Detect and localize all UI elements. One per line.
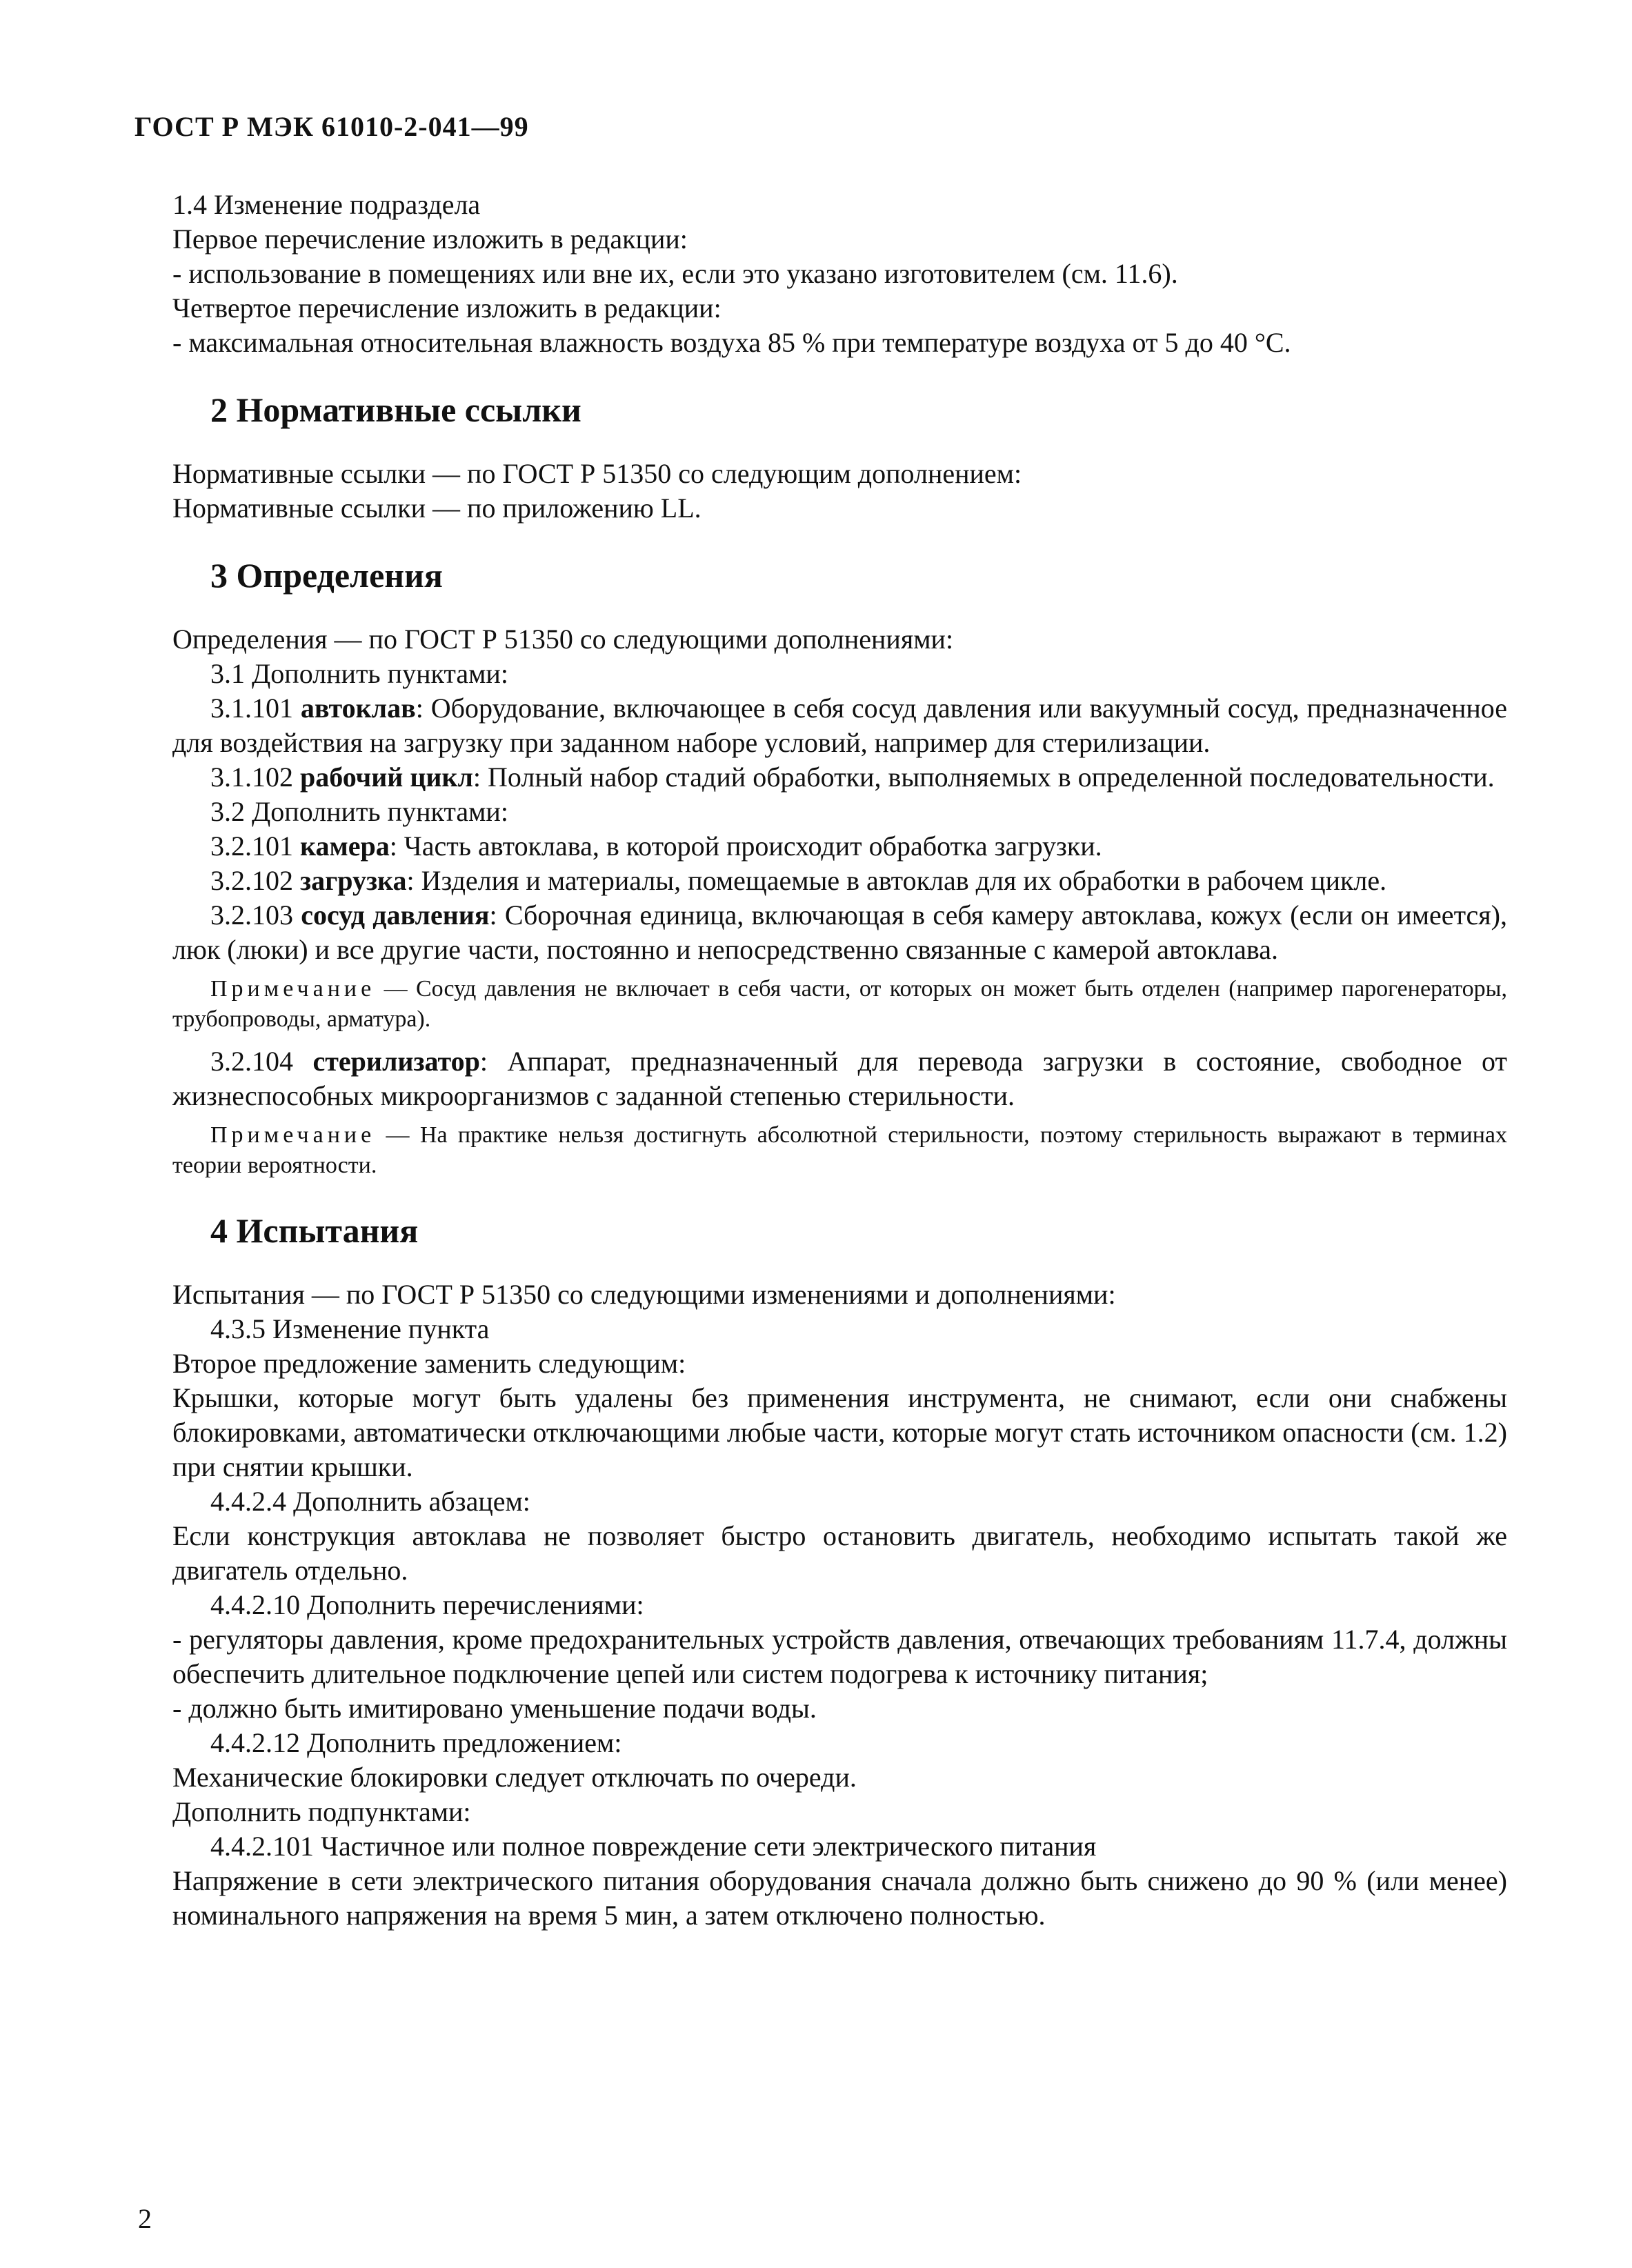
list-item: - использование в помещениях или вне их, если это указано изготовителем (см. 11.6). bbox=[172, 258, 1178, 289]
paragraph: 3.2 Дополнить пунктами: bbox=[210, 796, 508, 827]
paragraph: Определения — по ГОСТ Р 51350 со следующими дополнениями: bbox=[172, 624, 954, 655]
definition-number: 3.2.101 bbox=[210, 830, 293, 862]
definition-number: 3.2.102 bbox=[210, 865, 293, 896]
definition bbox=[172, 760, 1507, 795]
definition-text: : Изделия и материалы, помещаемые в автоклав для их обработки в рабочем цикле. bbox=[406, 865, 1387, 896]
section-title: 2 Нормативные ссылки bbox=[210, 390, 581, 429]
section-title: 3 Определения bbox=[210, 556, 443, 595]
definition-number: 3.2.103 bbox=[210, 899, 293, 931]
paragraph: 1.4 Изменение подраздела bbox=[172, 189, 481, 220]
paragraph: Если конструкция автоклава не позволяет быстро остановить двигатель, необходимо испытать такой же двигатель отдельно. bbox=[172, 1520, 1507, 1586]
definition-term: рабочий цикл bbox=[300, 762, 473, 793]
paragraph: Нормативные ссылки — по приложению LL. bbox=[172, 493, 701, 524]
page-number: 2 bbox=[138, 2203, 152, 2234]
paragraph: Напряжение в сети электрического питания оборудования сначала должно быть снижено до 90 % (или менее) номинального напряжения на время 5 мин, а затем отключено полностью. bbox=[172, 1865, 1507, 1931]
paragraph: Второе предложение заменить следующим: bbox=[172, 1348, 686, 1379]
paragraph: Нормативные ссылки — по ГОСТ Р 51350 со следующим дополнением: bbox=[172, 458, 1022, 489]
paragraph: 4.4.2.101 Частичное или полное повреждение сети электрического питания bbox=[210, 1831, 1097, 1862]
paragraph: Четвертое перечисление изложить в редакции: bbox=[172, 292, 722, 324]
definition-number: 3.1.101 bbox=[210, 693, 293, 724]
definition-term: камера bbox=[300, 830, 390, 862]
paragraph: Первое перечисление изложить в редакции: bbox=[172, 223, 688, 255]
paragraph: 4.4.2.4 Дополнить абзацем: bbox=[210, 1486, 530, 1517]
paragraph: 4.4.2.10 Дополнить перечислениями: bbox=[210, 1589, 644, 1620]
document-body bbox=[172, 188, 1507, 1933]
definition-text: : Полный набор стадий обработки, выполняемых в определенной последовательности. bbox=[472, 762, 1495, 793]
document-header: ГОСТ Р МЭК 61010-2-041—99 bbox=[135, 111, 529, 142]
paragraph: Механические блокировки следует отключать по очереди. bbox=[172, 1762, 857, 1793]
list-item: - должно быть имитировано уменьшение подачи воды. bbox=[172, 1693, 817, 1724]
definition bbox=[172, 864, 1507, 898]
paragraph: 3.1 Дополнить пунктами: bbox=[210, 658, 508, 689]
definition-text: : Часть автоклава, в которой происходит обработка загрузки. bbox=[389, 830, 1102, 862]
definition-text: : Сборочная единица, включающая в себя камеру автоклава, кожух (если он имеется), люк (люки) и все другие части, постоянно и непосредственно связанные с камерой автоклава. bbox=[172, 899, 1508, 965]
paragraph: Дополнить подпунктами: bbox=[172, 1796, 471, 1827]
definition bbox=[172, 691, 1507, 760]
paragraph: Крышки, которые могут быть удалены без применения инструмента, не снимают, если они снабжены блокировками, автоматически отключающими любые части, которые могут стать источником опасности (см. 1.2) при снятии крышки. bbox=[172, 1382, 1507, 1482]
definition bbox=[172, 898, 1507, 967]
note-label: Примечание bbox=[210, 1122, 376, 1148]
definition bbox=[172, 1044, 1507, 1113]
note-text: — На практике нельзя достигнуть абсолютной стерильности, поэтому стерильность выражают в терминах теории вероятности. bbox=[172, 1122, 1507, 1178]
section-title: 4 Испытания bbox=[210, 1211, 419, 1250]
paragraph: 4.3.5 Изменение пункта bbox=[210, 1313, 490, 1344]
note bbox=[172, 974, 1507, 1035]
definition-text: : Оборудование, включающее в себя сосуд давления или вакуумный сосуд, предназначенное для воздействия на загрузку при заданном наборе условий, например для стерилизации. bbox=[172, 693, 1508, 758]
definition bbox=[172, 829, 1507, 864]
paragraph: Испытания — по ГОСТ Р 51350 со следующими изменениями и дополнениями: bbox=[172, 1279, 1116, 1310]
definition-number: 3.1.102 bbox=[210, 762, 293, 793]
definition-term: стерилизатор bbox=[312, 1046, 480, 1077]
list-item: - максимальная относительная влажность воздуха 85 % при температуре воздуха от 5 до 40 °С. bbox=[172, 327, 1291, 358]
note-label: Примечание bbox=[210, 976, 376, 1002]
paragraph: 4.4.2.12 Дополнить предложением: bbox=[210, 1727, 622, 1758]
list-item: - регуляторы давления, кроме предохранительных устройств давления, отвечающих требованиям 11.7.4, должны обеспечить длительное подключение цепей или систем подогрева к источнику питания; bbox=[172, 1624, 1507, 1689]
definition-number: 3.2.104 bbox=[210, 1046, 293, 1077]
definition-term: сосуд давления bbox=[301, 899, 490, 931]
definition-term: автоклав bbox=[300, 693, 416, 724]
note bbox=[172, 1120, 1507, 1181]
definition-text: : Аппарат, предназначенный для перевода загрузки в состояние, свободное от жизнеспособных микроорганизмов с заданной степенью стерильности. bbox=[172, 1046, 1508, 1111]
definition-term: загрузка bbox=[300, 865, 407, 896]
note-text: — Сосуд давления не включает в себя части, от которых он может быть отделен (например парогенераторы, трубопроводы, арматура). bbox=[172, 976, 1507, 1032]
